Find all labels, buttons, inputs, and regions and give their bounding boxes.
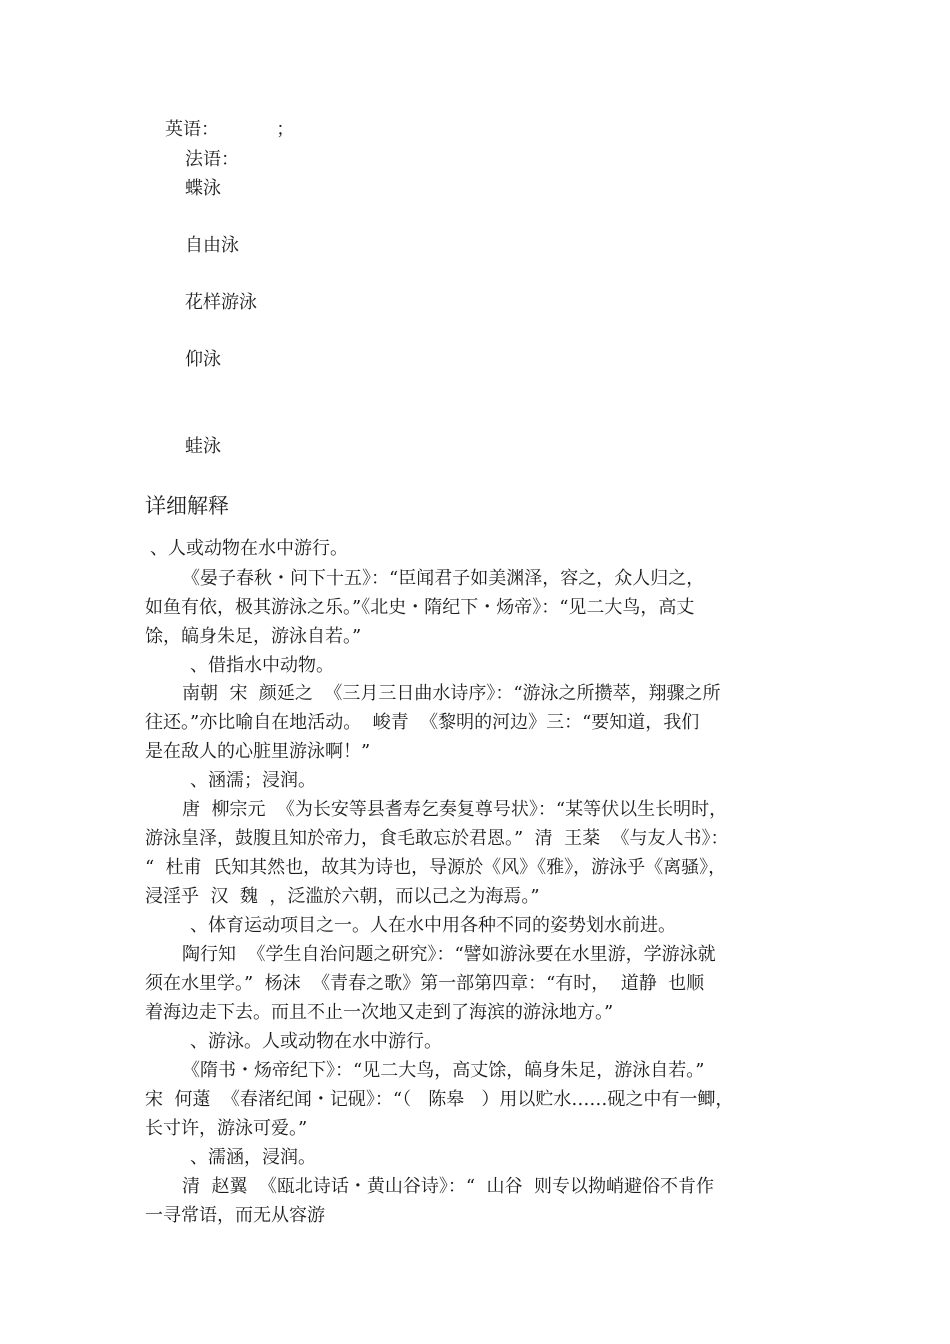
paragraph-line: 往还。”亦比喻自在地活动。 峻青 《黎明的河边》三：“要知道，我们 — [145, 712, 700, 733]
paragraph-line: “ 杜甫 氏知其然也，故其为诗也，导源於《风》《雅》，游泳乎《离骚》， — [145, 857, 727, 878]
french-label: 法语： — [185, 149, 239, 170]
freestyle-item: 自由泳 — [185, 235, 239, 256]
paragraph-line: 南朝 宋 颜延之 《三月三日曲水诗序》：“游泳之所攒萃，翔骤之所 — [182, 683, 721, 704]
definition-2: 、借指水中动物。 — [190, 655, 334, 676]
paragraph-line: 长寸许，游泳可爱。” — [145, 1118, 308, 1139]
definition-3: 、涵濡；浸润。 — [190, 770, 316, 791]
synchronized-item: 花样游泳 — [185, 292, 257, 313]
paragraph-line: 《隋书・炀帝纪下》：“见二大鸟，高丈馀，皜身朱足，游泳自若。” — [182, 1060, 705, 1081]
definition-4: 、体育运动项目之一。人在水中用各种不同的姿势划水前进。 — [190, 915, 676, 936]
paragraph-line: 须在水里学。” 杨沫 《青春之歌》第一部第四章：“有时， 道静 也顺 — [145, 973, 705, 994]
paragraph-line: 是在敌人的心脏里游泳啊！” — [145, 741, 371, 762]
backstroke-item: 仰泳 — [185, 349, 221, 370]
definition-5: 、游泳。人或动物在水中游行。 — [190, 1031, 442, 1052]
paragraph-line: 一寻常语，而无从容游 — [145, 1205, 325, 1226]
paragraph-line: 浸淫乎 汉 魏 ，泛滥於六朝，而以己之为海焉。” — [145, 886, 540, 907]
section-title: 详细解释 — [145, 494, 229, 518]
definition-1: 、人或动物在水中游行。 — [150, 538, 348, 559]
paragraph-line: 着海边走下去。而且不止一次地又走到了海滨的游泳地方。” — [145, 1002, 614, 1023]
paragraph-line: 清 赵翼 《瓯北诗话・黄山谷诗》：“ 山谷 则专以拗峭避俗不肯作 — [182, 1176, 714, 1197]
paragraph-line: 游泳皇泽，鼓腹且知於帝力，食毛敢忘於君恩。” 清 王棻 《与友人书》： — [145, 828, 729, 849]
paragraph-line: 唐 柳宗元 《为长安等县耆寿乞奏复尊号状》：“某等伏以生长明时， — [182, 799, 728, 820]
paragraph-line: 《晏子春秋・问下十五》：“臣闻君子如美渊泽，容之，众人归之， — [182, 568, 705, 589]
paragraph-line: 如鱼有依，极其游泳之乐。”《北史・隋纪下・炀帝》：“见二大鸟，高丈 — [145, 597, 695, 618]
paragraph-line: 馀，皜身朱足，游泳自若。” — [145, 626, 362, 647]
breaststroke-item: 蛙泳 — [185, 436, 221, 457]
paragraph-line: 陶行知 《学生自治问题之研究》：“譬如游泳要在水里游，学游泳就 — [182, 944, 716, 965]
definition-6: 、濡涵，浸润。 — [190, 1147, 316, 1168]
paragraph-line: 宋 何薳 《春渚纪闻・记砚》：“（ 陈皋 ）用以贮水……砚之中有一鲫， — [145, 1089, 734, 1110]
english-label: 英语： ； — [165, 119, 295, 140]
butterfly-item: 蝶泳 — [185, 178, 221, 199]
